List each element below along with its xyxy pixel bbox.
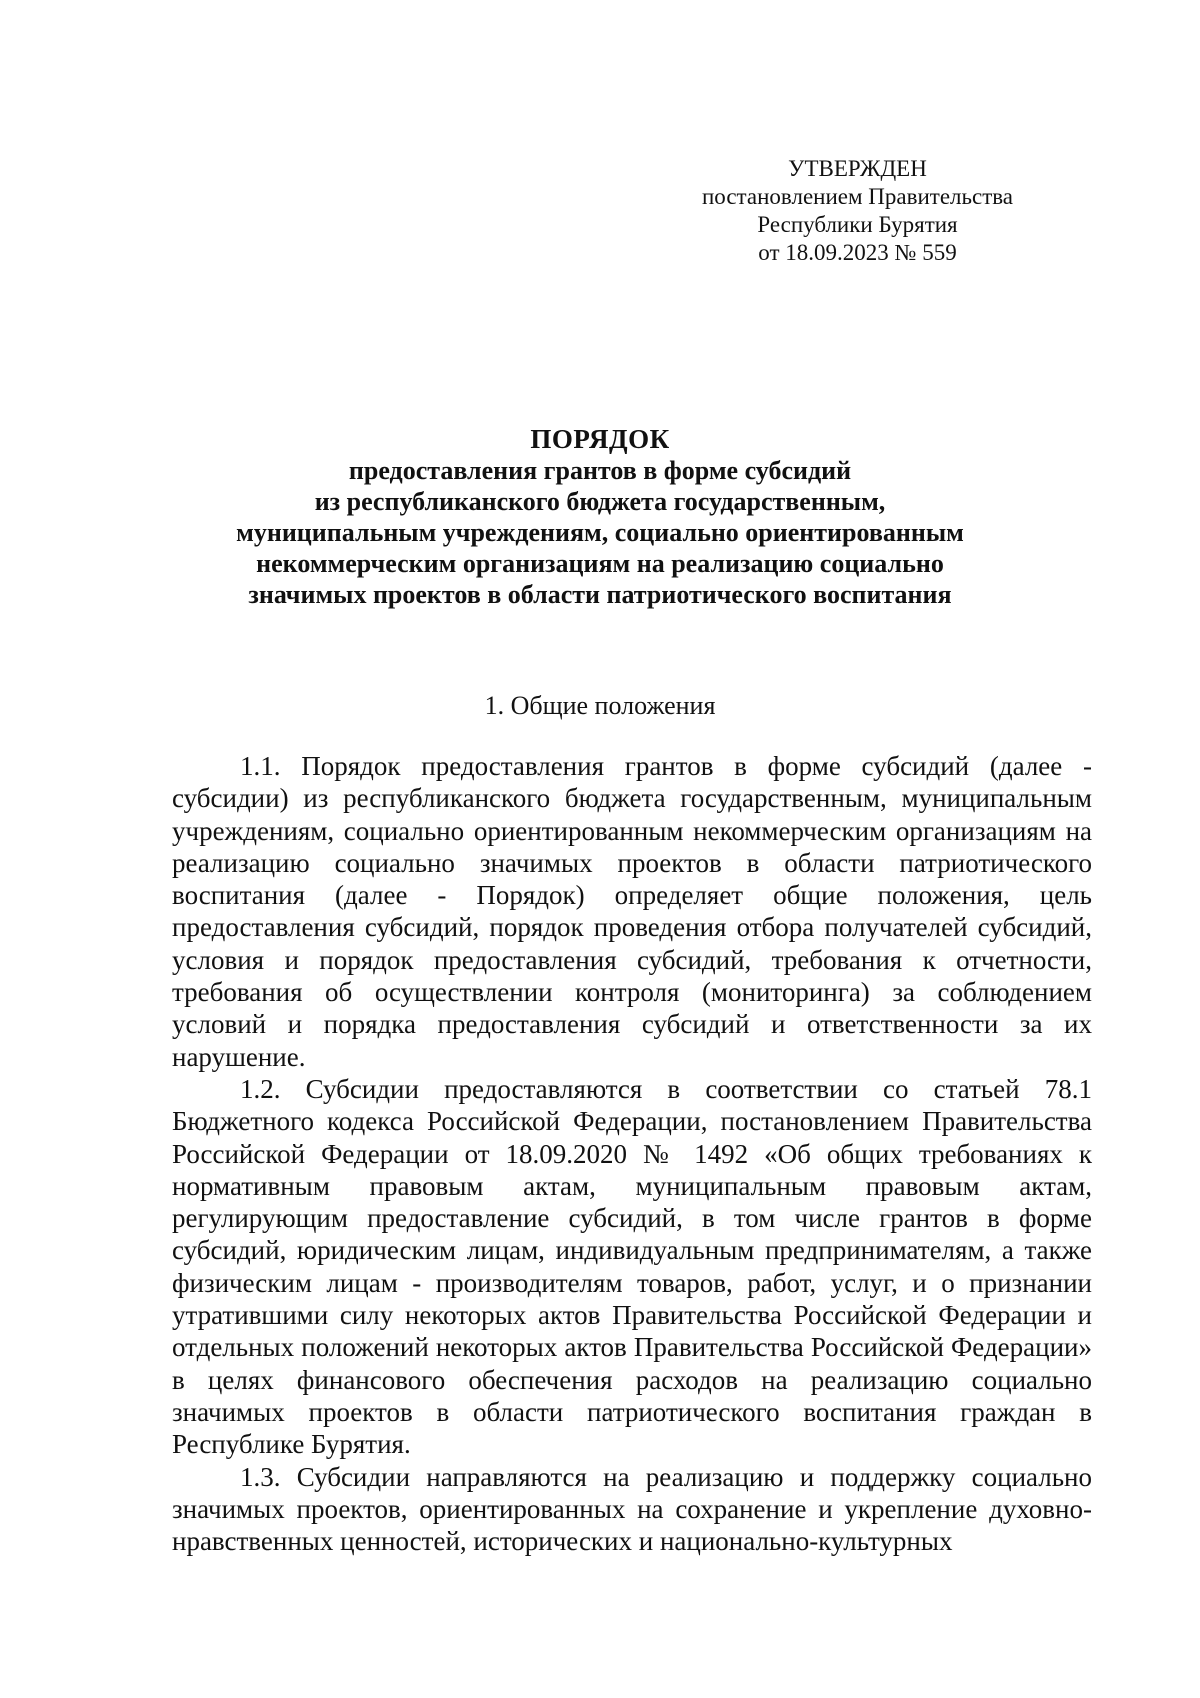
approval-line-resolution: постановлением Правительства: [701, 184, 1014, 209]
approval-line-approved: УТВЕРЖДЕН: [788, 156, 927, 181]
approval-line-date-number: от 18.09.2023 № 559: [758, 240, 957, 265]
document-title: [170, 424, 1030, 610]
document-title-line: предоставления грантов в форме субсидий: [348, 456, 852, 485]
document-title-line: значимых проектов в области патриотического воспитания: [248, 580, 952, 609]
paragraph-1-3: 1.3. Субсидии направляются на реализацию и поддержку социально значимых проектов, ориентированных на сохранение и укрепление духовно-нравственных ценностей, исторических и национально-культурных: [172, 1461, 1092, 1557]
approval-stamp-block: [700, 155, 1015, 267]
document-title-line: муниципальным учреждениям, социально ориентированным: [236, 518, 964, 547]
approval-line-republic: Республики Бурятия: [757, 212, 958, 237]
document-title-line: некоммерческим организациям на реализацию социально: [256, 549, 944, 578]
document-title-line: из республиканского бюджета государственным,: [314, 487, 886, 516]
section-heading: 1. Общие положения: [484, 691, 716, 720]
document-title-main: ПОРЯДОК: [530, 424, 670, 454]
paragraph-1-2: 1.2. Субсидии предоставляются в соответствии со статьей 78.1 Бюджетного кодекса Российской Федерации, постановлением Правительства Российской Федерации от 18.09.2020 № 1492 «Об общих требованиях к нормативным правовым актам, муниципальным правовым актам, регулирующим предоставление субсидий, в том числе грантов в форме субсидий, юридическим лицам, индивидуальным предпринимателям, а также физическим лицам - производителям товаров, работ, услуг, и о признании утратившими силу некоторых актов Правительства Российской Федерации и отдельных положений некоторых актов Правительства Российской Федерации» в целях финансового обеспечения расходов на реализацию социально значимых проектов в области патриотического воспитания граждан в Республике Бурятия.: [172, 1073, 1092, 1460]
paragraph-1-1: 1.1. Порядок предоставления грантов в форме субсидий (далее - субсидии) из республиканского бюджета государственным, муниципальным учреждениям, социально ориентированным некоммерческим организациям на реализацию социально значимых проектов в области патриотического воспитания (далее - Порядок) определяет общие положения, цель предоставления субсидий, порядок проведения отбора получателей субсидий, условия и порядок предоставления субсидий, требования к отчетности, требования об осуществлении контроля (мониторинга) за соблюдением условий и порядка предоставления субсидий и ответственности за их нарушение.: [172, 751, 1092, 1072]
section-body: [172, 750, 1092, 1557]
